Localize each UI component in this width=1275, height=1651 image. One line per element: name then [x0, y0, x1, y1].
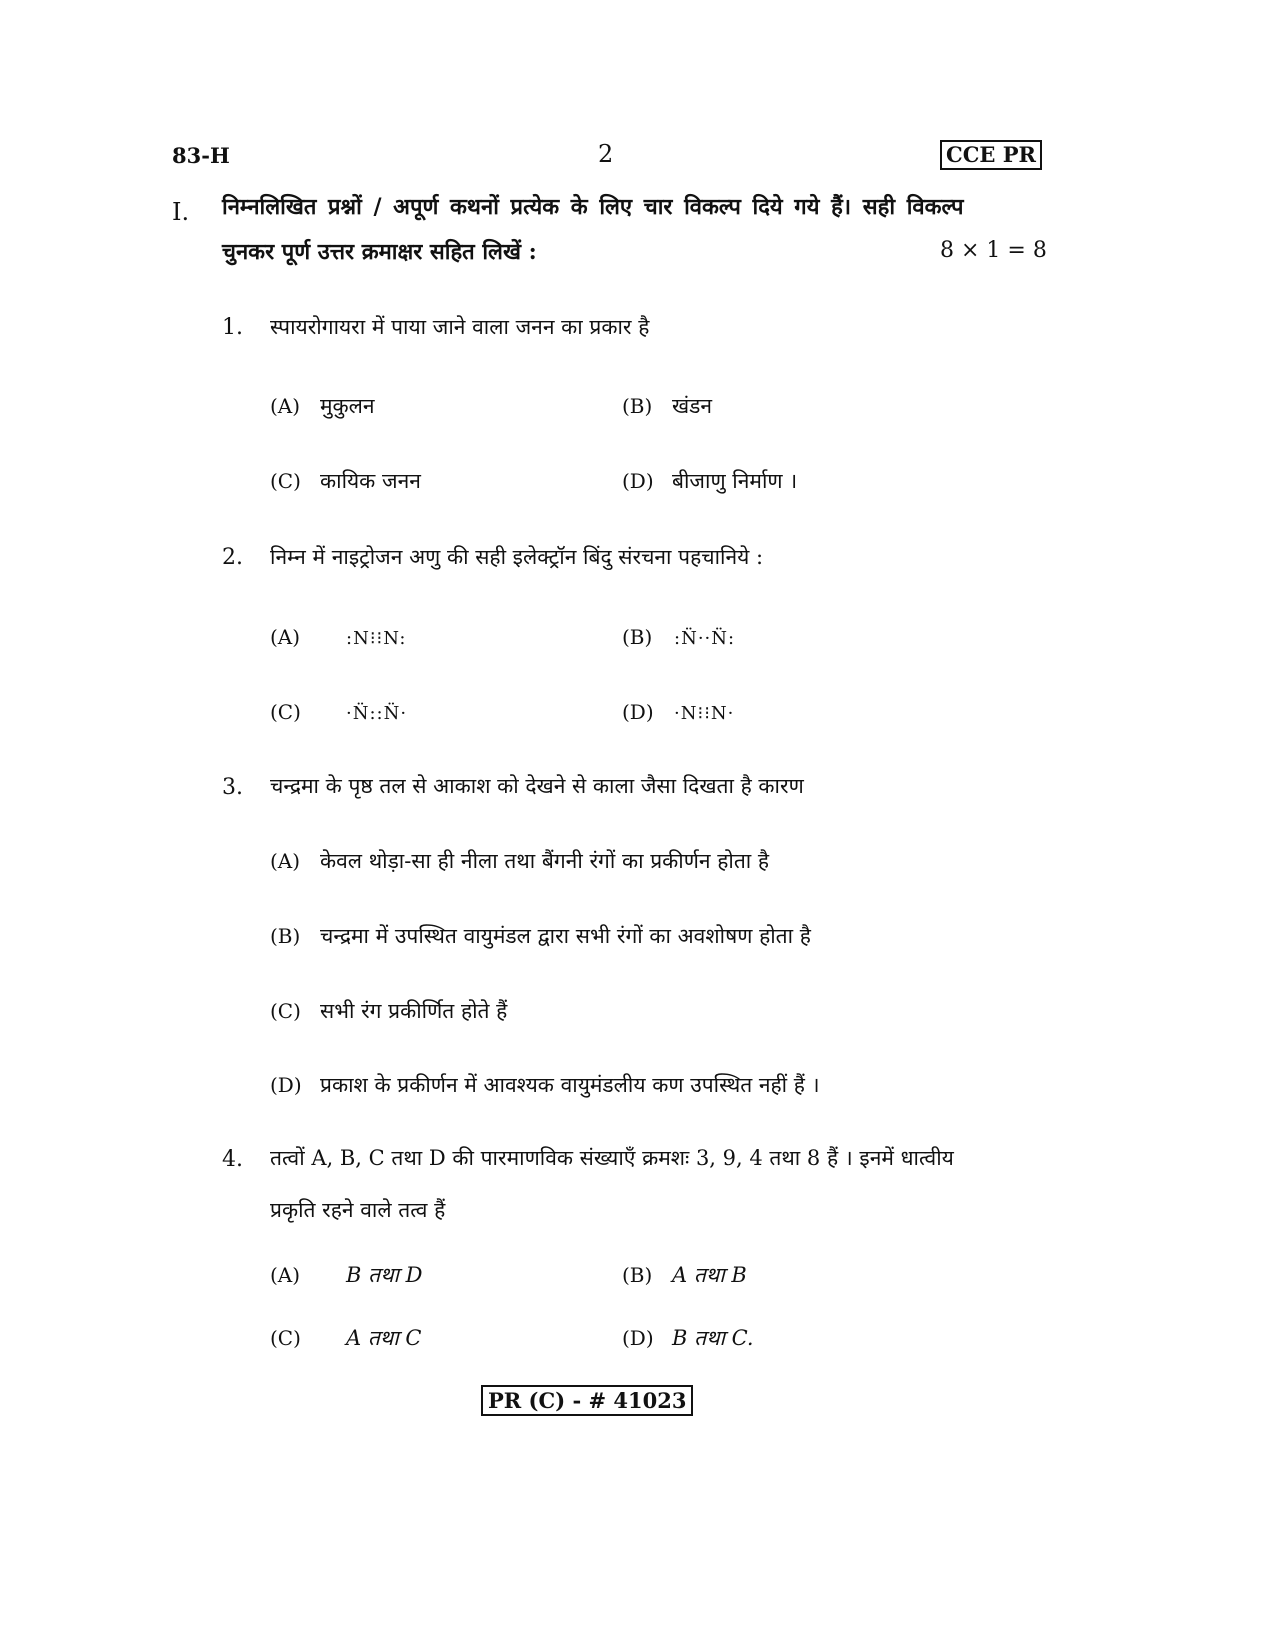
question-3-number: 3.	[222, 775, 243, 800]
option-label: (B)	[622, 394, 653, 418]
option-text: बीजाणु निर्माण ।	[672, 469, 798, 493]
question-3-option-a	[270, 847, 769, 875]
option-label: (C)	[270, 1326, 301, 1350]
option-label: (B)	[622, 1263, 653, 1287]
option-label: (A)	[270, 1263, 301, 1287]
question-3-option-c	[270, 997, 507, 1025]
section-marks: 8 × 1 = 8	[940, 238, 1047, 263]
option-label: (D)	[622, 700, 654, 724]
question-3-option-b	[270, 922, 811, 950]
section-number: I.	[172, 198, 190, 226]
option-label: (B)	[270, 924, 301, 948]
option-label: (D)	[622, 1326, 654, 1350]
question-2-number: 2.	[222, 545, 243, 570]
option-text: प्रकाश के प्रकीर्णन में आवश्यक वायुमंडलीय कण उपस्थित नहीं हैं ।	[320, 1073, 820, 1097]
question-4-text-line-2: प्रकृति रहने वाले तत्व हैं	[270, 1198, 446, 1222]
option-label: (A)	[270, 625, 301, 649]
page-number: 2	[598, 140, 614, 168]
electron-dot-structure: :N⁝⁝N:	[346, 628, 407, 649]
electron-dot-structure: ·N⁝⁝N·	[674, 703, 735, 724]
question-4-option-b	[622, 1261, 747, 1289]
question-1-option-c	[270, 467, 421, 495]
exam-code-box: CCE PR	[940, 140, 1042, 170]
option-text: चन्द्रमा में उपस्थित वायुमंडल द्वारा सभी रंगों का अवशोषण होता है	[320, 924, 811, 948]
question-3-option-d	[270, 1071, 820, 1099]
question-1-option-b	[622, 392, 712, 420]
option-label: (B)	[622, 625, 653, 649]
option-text: A तथा B	[672, 1263, 747, 1287]
question-4-option-d	[622, 1324, 754, 1352]
option-text: केवल थोड़ा-सा ही नीला तथा बैंगनी रंगों का प्रकीर्णन होता है	[320, 849, 770, 873]
question-2-option-b	[622, 625, 735, 649]
section-instruction-line-1: निम्नलिखित प्रश्नों / अपूर्ण कथनों प्रत्येक के लिए चार विकल्प दिये गये हैं। सही विकल्प	[222, 194, 964, 220]
footer-code-box: PR (C) - # 41023	[481, 1385, 693, 1416]
question-1-option-a	[270, 392, 375, 420]
option-label: (D)	[622, 469, 654, 493]
question-2-option-d	[622, 700, 734, 724]
option-label: (D)	[270, 1073, 302, 1097]
question-2-option-a	[270, 625, 406, 649]
question-4-option-c	[270, 1324, 421, 1352]
option-label: (A)	[270, 394, 301, 418]
question-3-text: चन्द्रमा के पृष्ठ तल से आकाश को देखने से काला जैसा दिखता है कारण	[270, 774, 804, 798]
option-label: (A)	[270, 849, 301, 873]
section-instruction-line-2: चुनकर पूर्ण उत्तर क्रमाक्षर सहित लिखें :	[222, 239, 537, 265]
question-1-number: 1.	[222, 315, 243, 340]
option-label: (C)	[270, 999, 301, 1023]
option-text: मुकुलन	[320, 394, 375, 418]
option-label: (C)	[270, 700, 301, 724]
option-text: कायिक जनन	[320, 469, 421, 493]
option-text: खंडन	[672, 394, 713, 418]
question-1-text: स्पायरोगायरा में पाया जाने वाला जनन का प्रकार है	[270, 315, 650, 339]
option-text: सभी रंग प्रकीर्णित होते हैं	[320, 999, 508, 1023]
option-text: B तथा C.	[672, 1326, 754, 1350]
question-4-text-line-1: तत्वों A, B, C तथा D की पारमाणविक संख्याएँ क्रमशः 3, 9, 4 तथा 8 हैं । इनमें धात्वीय	[270, 1146, 954, 1170]
question-4-number: 4.	[222, 1147, 243, 1172]
question-1-option-d	[622, 467, 797, 495]
question-2-option-c	[270, 700, 407, 724]
option-text: A तथा C	[346, 1326, 422, 1350]
electron-dot-structure: :N̈··N̈:	[674, 628, 736, 649]
electron-dot-structure: ·N̈::N̈·	[346, 703, 408, 724]
option-text: B तथा D	[346, 1263, 423, 1287]
paper-code: 83-H	[172, 143, 230, 168]
option-label: (C)	[270, 469, 301, 493]
question-4-option-a	[270, 1261, 422, 1289]
question-2-text: निम्न में नाइट्रोजन अणु की सही इलेक्ट्रॉन बिंदु संरचना पहचानिये :	[270, 545, 764, 569]
